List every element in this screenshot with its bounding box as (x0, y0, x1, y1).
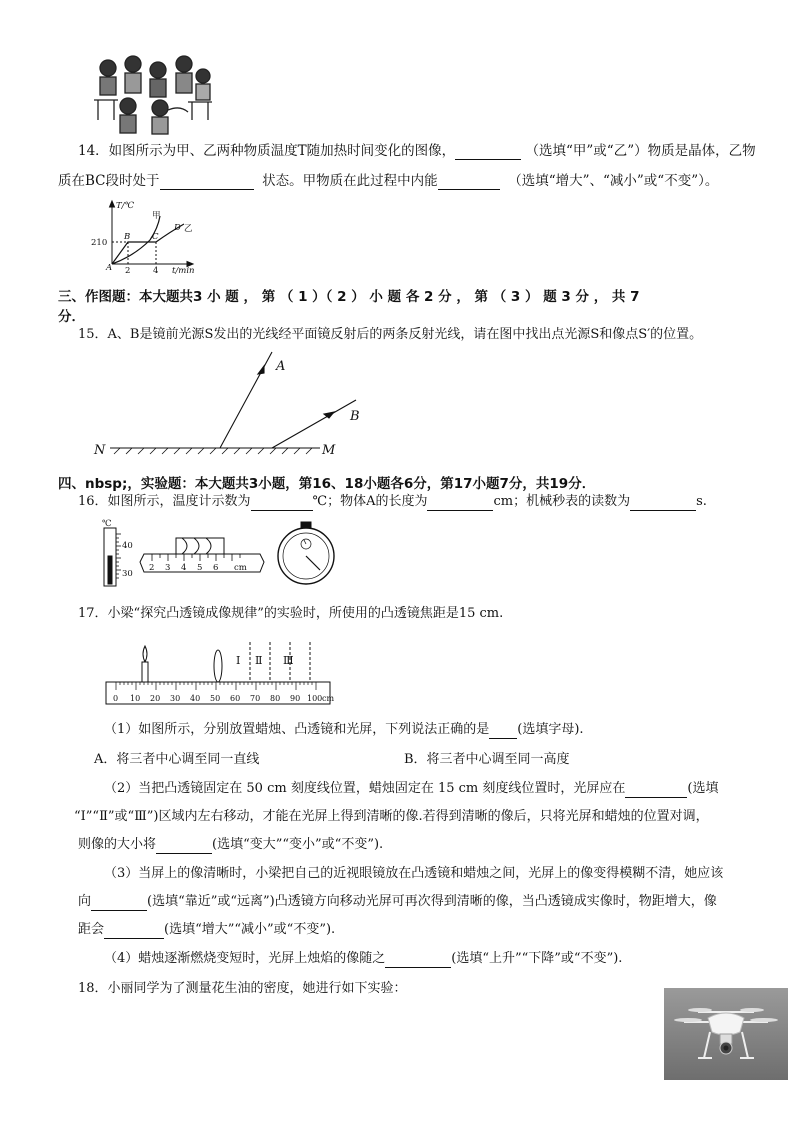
zone-2-label: Ⅱ (255, 654, 263, 667)
thermometer-mark-30: 30 (122, 569, 133, 579)
q17-option-b: B．将三者中心调至同一高度 (404, 752, 570, 767)
ruler-mark-4: 4 (181, 563, 187, 573)
children-illustration (88, 50, 218, 136)
q14-blank-3[interactable] (438, 175, 500, 190)
q17-sub3-line3: 距会 (选填“增大”“减小”或“不变”). (78, 922, 336, 937)
q17-sub3-line1: （3）当屏上的像清晰时，小梁把自己的近视眼镜放在凸透镜和蜡烛之间，光屏上的像变得模糊不清，她应该 (104, 866, 724, 881)
bench-unit: cm (322, 694, 335, 703)
graph-origin-label: A (106, 263, 113, 273)
q15-text: 15．A、B是镜前光源S发出的光线经平面镜反射后的两条反射光线，请在图中找出点光源S和像点S′的位置。 (78, 327, 703, 342)
bench-tick-20: 20 (150, 694, 161, 703)
bench-tick-30: 30 (170, 694, 181, 703)
mirror-n-label: N (94, 443, 106, 458)
bench-tick-80: 80 (270, 694, 281, 703)
q17-blank-6[interactable] (385, 953, 451, 968)
bench-tick-60: 60 (230, 694, 241, 703)
q17-sub2-line1: （2）当把凸透镜固定在 50 cm 刻度线位置，蜡烛固定在 15 cm 刻度线位置时，光屏应在 (选填 (104, 781, 719, 796)
q18-text: 18．小丽同学为了测量花生油的密度，她进行如下实验： (78, 981, 407, 996)
zone-3-label: Ⅲ (283, 654, 294, 667)
graph-point-b: B (124, 232, 131, 242)
thermometer-unit: ℃ (102, 519, 112, 529)
q16-blank-time[interactable] (630, 496, 696, 511)
q17-blank-3[interactable] (156, 839, 212, 854)
temperature-time-graph (90, 198, 202, 274)
q16-blank-length[interactable] (427, 496, 493, 511)
q17-sub1: （1）如图所示，分别放置蜡烛、凸透镜和光屏，下列说法正确的是 (选填字母). (104, 722, 584, 737)
q17-sub2-line2: “Ⅰ”“Ⅱ”或“Ⅲ”)区域内左右移动，才能在光屏上得到清晰的像.若得到清晰的像后，只将光屏和蜡烛的位置对调， (74, 809, 709, 824)
graph-tick-2: 2 (125, 266, 131, 274)
drone-photo (664, 988, 788, 1080)
ruler-mark-3: 3 (165, 563, 171, 573)
q17-blank-1[interactable] (489, 724, 517, 739)
zone-1-label: Ⅰ (236, 654, 241, 667)
ruler-mark-2: 2 (149, 563, 155, 573)
graph-x-axis-label: t/min (172, 266, 195, 274)
graph-point-d: D (174, 223, 181, 233)
section3-heading-line2: 分． (58, 309, 85, 325)
thermometer-mark-40: 40 (122, 541, 133, 551)
bench-tick-50: 50 (210, 694, 221, 703)
graph-tick-210: 210 (91, 238, 108, 248)
plane-mirror-diagram (88, 344, 388, 462)
q14-line2: 质在BC段时处于 状态。甲物质在此过程中内能 （选填“增大”、“减小”或“不变”）。 (58, 173, 719, 189)
bench-tick-100: 100 (307, 694, 323, 703)
q16-text: 16．如图所示，温度计示数为 ℃；物体A的长度为 cm；机械秒表的读数为 s. (78, 494, 707, 509)
bench-tick-40: 40 (190, 694, 201, 703)
graph-curve-yi: 乙 (184, 224, 193, 234)
q17-sub4: （4）蜡烛逐渐燃烧变短时，光屏上烛焰的像随之 (选填“上升”“下降”或“不变”). (104, 951, 623, 966)
q17-blank-5[interactable] (104, 924, 164, 939)
graph-curve-jia: 甲 (152, 211, 161, 221)
graph-y-axis-label: T/℃ (116, 201, 135, 211)
bench-tick-0: 0 (113, 694, 119, 703)
q16-blank-temperature[interactable] (251, 496, 313, 511)
bench-tick-10: 10 (130, 694, 141, 703)
optical-bench-diagram (104, 636, 336, 710)
ray-b-label: B (350, 409, 360, 424)
measuring-instruments (96, 518, 346, 590)
q17-blank-2[interactable] (625, 783, 687, 798)
section3-heading-line1: 三、作图题：本大题共3 小 题 ， 第 （ 1 ）（ 2 ） 小 题 各 2 分 ， 第 （ 3 ） 题 3 分 ， 共 7 (58, 289, 640, 305)
bench-tick-70: 70 (250, 694, 261, 703)
q17-option-a: A．将三者中心调至同一直线 (94, 752, 260, 767)
bench-tick-90: 90 (290, 694, 301, 703)
q17-intro: 17．小梁“探究凸透镜成像规律”的实验时，所使用的凸透镜焦距是15 cm. (78, 606, 504, 621)
q14-line1: 14．如图所示为甲、乙两种物质温度T随加热时间变化的图像， （选填“甲”或“乙”）物质是晶体，乙物 (78, 143, 756, 159)
ruler-mark-5: 5 (197, 563, 203, 573)
mirror-m-label: M (322, 443, 336, 458)
q17-blank-4[interactable] (91, 896, 147, 911)
q17-sub2-line3: 则像的大小将 (选填“变大”“变小”或“不变”). (78, 837, 384, 852)
graph-point-c: C (152, 232, 159, 242)
ruler-mark-6: 6 (213, 563, 219, 573)
ruler-unit: cm (234, 563, 247, 573)
graph-tick-4: 4 (153, 266, 159, 274)
ray-a-label: A (276, 359, 286, 374)
section4-heading: 四、nbsp;，实验题：本大题共3小题，第16、18小题各6分，第17小题7分，共19分． (58, 476, 596, 492)
q14-blank-1[interactable] (455, 145, 521, 160)
q14-blank-2[interactable] (160, 175, 254, 190)
q17-sub3-line2: 向 (选填“靠近”或“远离”)凸透镜方向移动光屏可再次得到清晰的像，当凸透镜成实像时，物距增大，像 (78, 894, 717, 909)
